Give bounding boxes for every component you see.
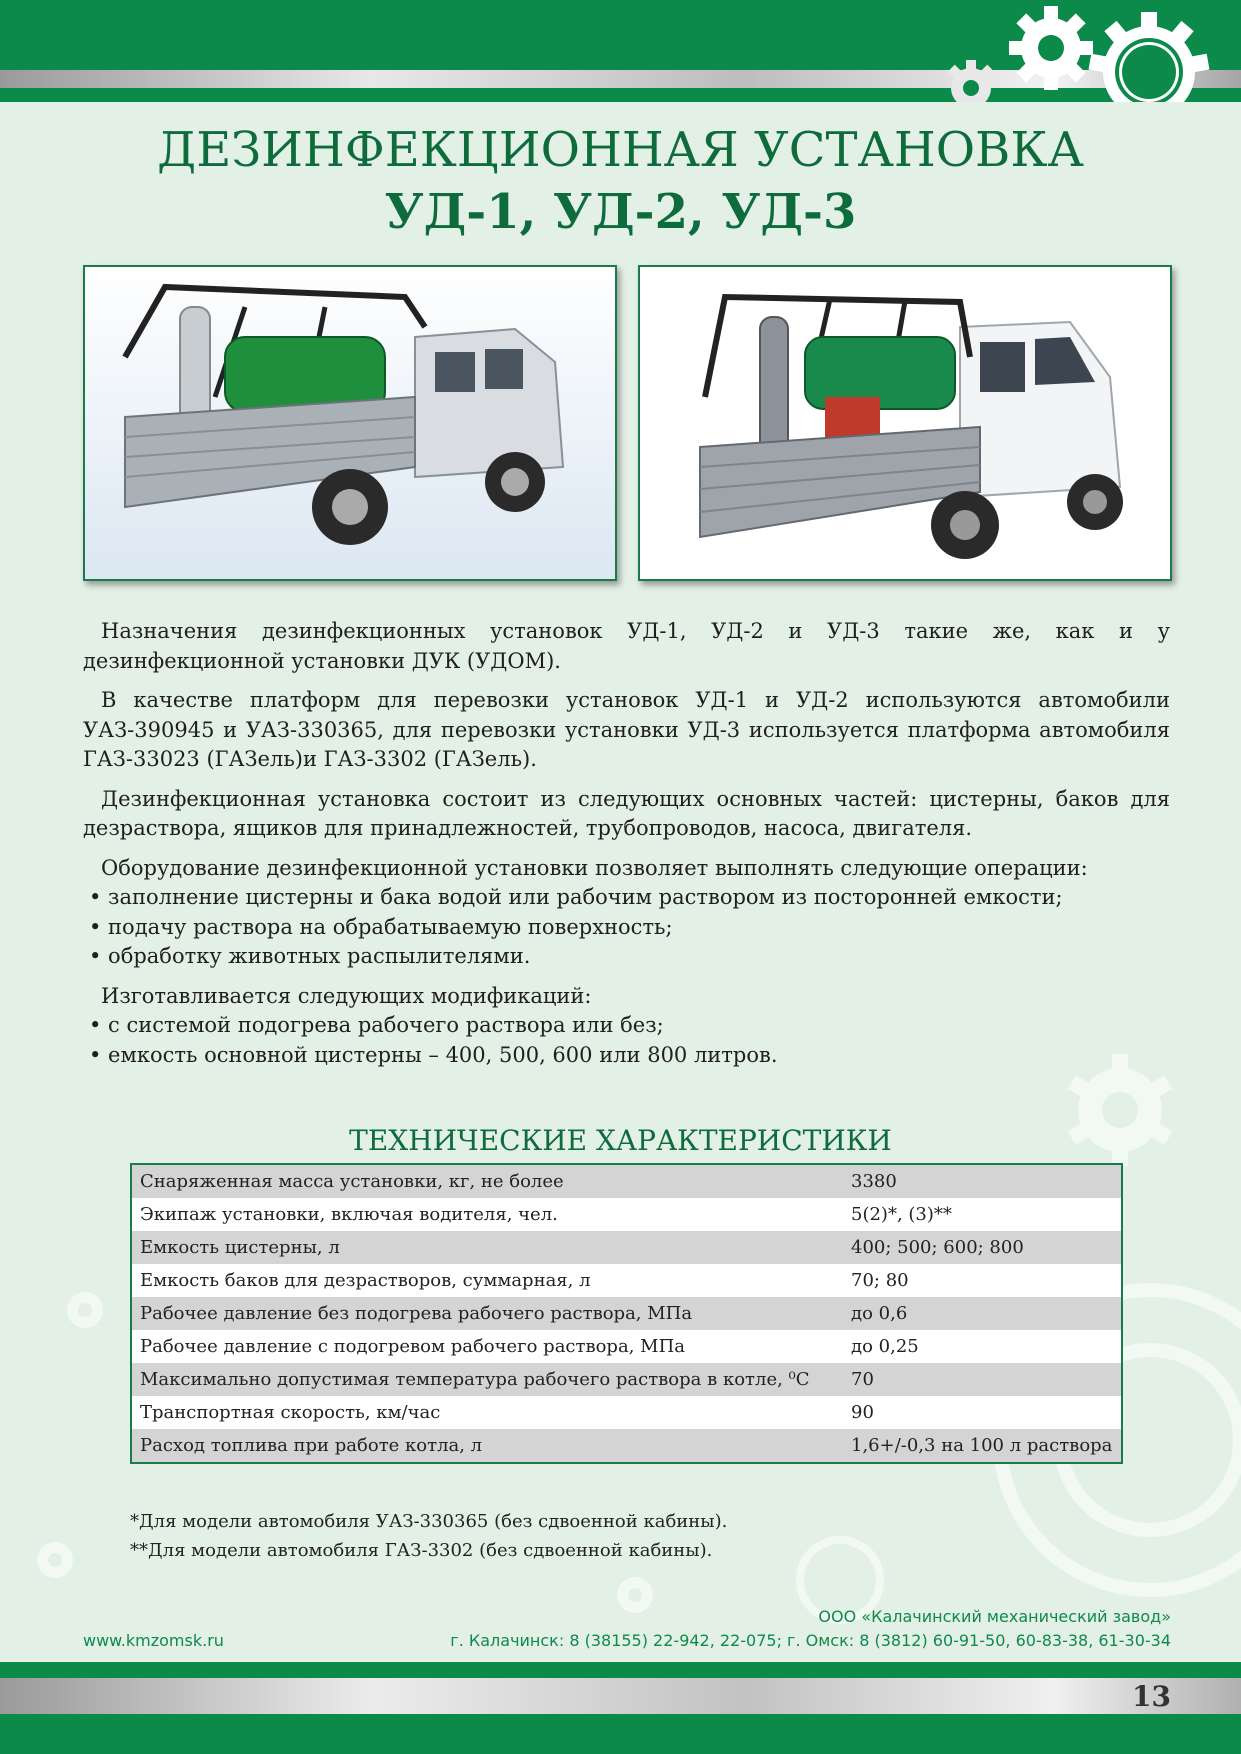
list-item: • подачу раствора на обрабатываемую поверхность; <box>89 914 673 939</box>
spec-label: Расход топлива при работе котла, л <box>131 1429 843 1463</box>
list-item: • с системой подогрева рабочего раствора или без; <box>89 1013 664 1037</box>
table-row <box>131 1164 1122 1198</box>
company-name: ООО «Калачинский механический завод» <box>818 1607 1171 1626</box>
list-item: • обработку животных распылителями. <box>89 944 531 968</box>
spec-value: 90 <box>843 1396 1122 1429</box>
spec-label: Емкость цистерны, л <box>131 1231 843 1264</box>
spec-value: до 0,25 <box>843 1330 1122 1363</box>
table-row <box>131 1264 1122 1297</box>
spec-label: Максимально допустимая температура рабочего раствора в котле, ⁰С <box>131 1363 843 1396</box>
spec-label: Транспортная скорость, км/час <box>131 1396 843 1429</box>
spec-label: Снаряженная масса установки, кг, не более <box>131 1164 843 1198</box>
table-row <box>131 1363 1122 1396</box>
spec-value: 70 <box>843 1363 1122 1396</box>
operations-list <box>83 854 1170 972</box>
table-row <box>131 1396 1122 1429</box>
list-item: • заполнение цистерны и бака водой или рабочим раствором из посторонней емкости; <box>89 885 1063 909</box>
footer-band <box>0 1662 1241 1678</box>
modifications-list <box>83 982 1170 1071</box>
contact-phones: г. Калачинск: 8 (38155) 22-942, 22-075; г. Омск: 8 (3812) 60-91-50, 60-83-38, 61-30-34 <box>450 1631 1171 1650</box>
table-row <box>131 1231 1122 1264</box>
spec-value: 3380 <box>843 1164 1122 1198</box>
paragraph-purpose: Назначения дезинфекционных установок УД-1, УД-2 и УД-3 такие же, как и у дезинфекционной установки ДУК (УДОМ). <box>83 619 1170 673</box>
specs-title: ТЕХНИЧЕСКИЕ ХАРАКТЕРИСТИКИ <box>349 1124 892 1157</box>
paragraph-platforms: В качестве платформ для перевозки установок УД-1 и УД-2 используются автомобили УАЗ-390945 и УАЗ-330365, для перевозки установки УД-3 используется платформа автомобиля ГАЗ-33023 (ГАЗель)и ГАЗ-3302 (ГАЗель). <box>83 688 1170 771</box>
paragraph-components: Дезинфекционная установка состоит из следующих основных частей: цистерны, баков для дезраствора, ящиков для принадлежностей, трубопроводов, насоса, двигателя. <box>83 786 1170 840</box>
description-block <box>83 617 1170 1080</box>
photo-gazel-truck <box>638 265 1172 581</box>
page-title: ДЕЗИНФЕКЦИОННАЯ УСТАНОВКА <box>157 122 1084 178</box>
table-row <box>131 1330 1122 1363</box>
table-row <box>131 1297 1122 1330</box>
table-row <box>131 1429 1122 1463</box>
footnote: **Для модели автомобиля ГАЗ-3302 (без сдвоенной кабины). <box>130 1540 713 1561</box>
spec-label: Емкость баков для дезрастворов, суммарная, л <box>131 1264 843 1297</box>
spec-value: 1,6+/-0,3 на 100 л раствора <box>843 1429 1122 1463</box>
operations-intro: Оборудование дезинфекционной установки позволяет выполнять следующие операции: <box>101 855 1088 880</box>
website-link[interactable]: www.kmzomsk.ru <box>83 1631 224 1650</box>
spec-value: 70; 80 <box>843 1264 1122 1297</box>
spec-label: Экипаж установки, включая водителя, чел. <box>131 1198 843 1231</box>
gears-decoration-icon <box>921 0 1221 102</box>
specs-table <box>130 1163 1123 1464</box>
list-item: • емкость основной цистерны – 400, 500, 600 или 800 литров. <box>89 1042 778 1067</box>
spec-value: 5(2)*, (3)** <box>843 1198 1122 1231</box>
footer-band-lower <box>0 1714 1241 1754</box>
modifications-intro: Изготавливается следующих модификаций: <box>101 983 592 1008</box>
photo-uaz-truck <box>83 265 617 581</box>
spec-label: Рабочее давление без подогрева рабочего раствора, МПа <box>131 1297 843 1330</box>
page-number: 13 <box>1132 1680 1171 1713</box>
spec-label: Рабочее давление с подогревом рабочего раствора, МПа <box>131 1330 843 1363</box>
truck-illustration-icon <box>85 267 615 579</box>
truck-illustration-icon <box>640 267 1170 579</box>
footnotes <box>130 1507 727 1565</box>
footnote: *Для модели автомобиля УАЗ-330365 (без сдвоенной кабины). <box>130 1511 728 1532</box>
table-row <box>131 1198 1122 1231</box>
spec-value: 400; 500; 600; 800 <box>843 1231 1122 1264</box>
footer-silver-stripe <box>0 1678 1241 1714</box>
page-subtitle-models: УД-1, УД-2, УД-3 <box>384 184 857 240</box>
spec-value: до 0,6 <box>843 1297 1122 1330</box>
